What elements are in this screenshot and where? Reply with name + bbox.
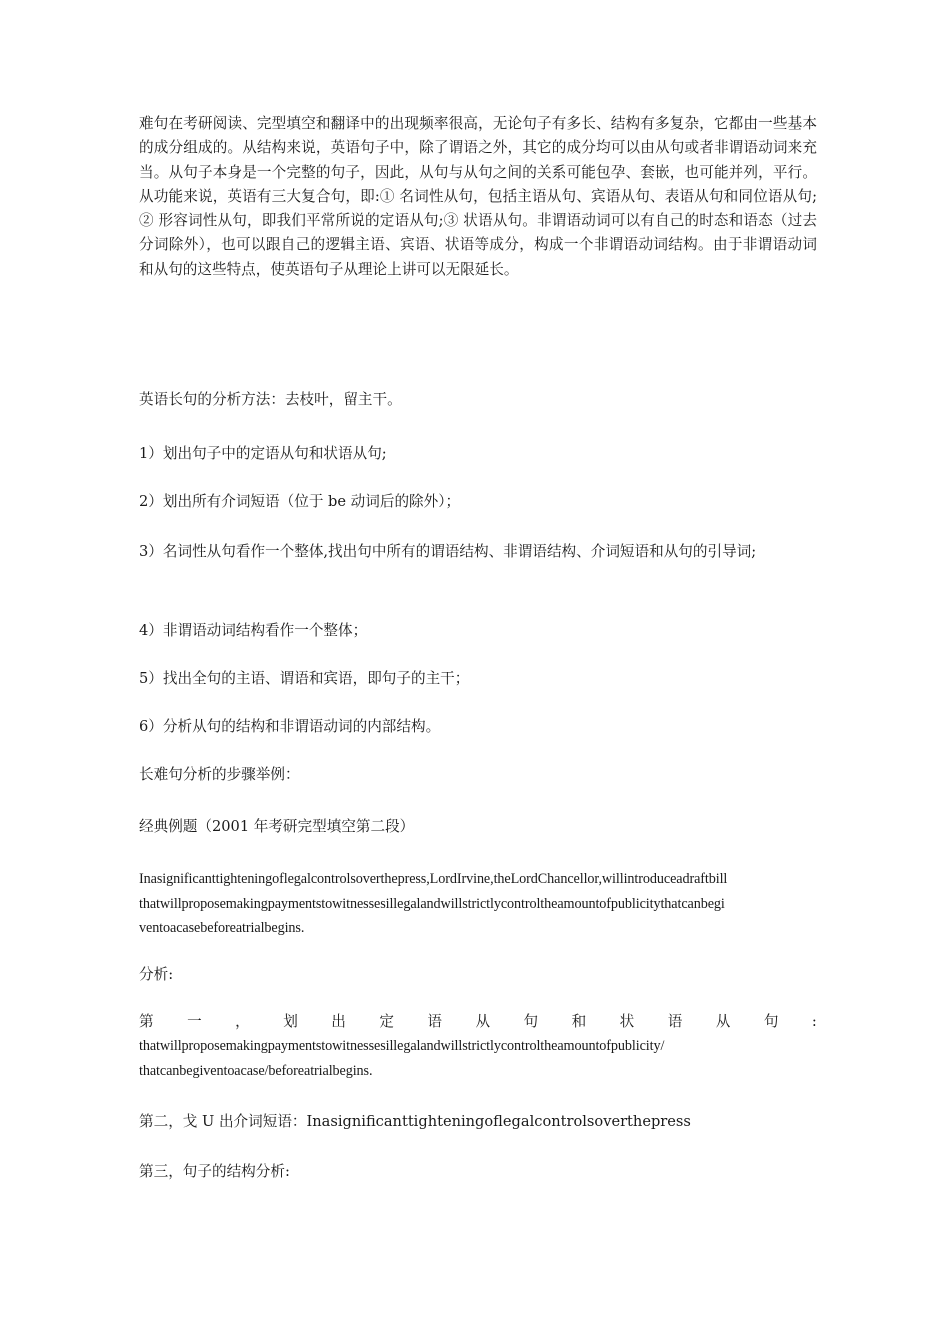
first-step-char: 从	[715, 1013, 731, 1030]
example-heading: 长难句分析的步骤举例：	[139, 766, 300, 783]
second-step: 第二，戈 U 出介词短语：Inasignificanttighteningoflegalcontrolsoverthepress	[139, 1113, 691, 1130]
first-step	[139, 1010, 817, 1083]
first-step-char: 句	[523, 1013, 539, 1030]
step-5: 5）找出全句的主语、谓语和宾语，即句子的主干；	[139, 670, 470, 687]
first-step-char: 定	[379, 1013, 394, 1030]
first-step-char: ，	[235, 1013, 250, 1030]
step-1: 1）划出句子中的定语从句和状语从句;	[139, 445, 387, 462]
first-step-char: 从	[475, 1013, 491, 1030]
step-6: 6）分析从句的结构和非谓语动词的内部结构。	[139, 718, 441, 735]
example-sentence	[139, 867, 817, 941]
first-step-line-2: thatwillproposemakingpaymentstowitnessesillegalandwillstrictlycontroltheamountofpublicity/	[139, 1038, 665, 1054]
example-sentence-line-1: Inasignificanttighteningoflegalcontrolsoverthepress,LordIrvine,theLordChancellor,willintroduceadraftbill	[139, 871, 728, 887]
step-2: 2）划出所有介词短语（位于 be 动词后的除外）；	[139, 493, 461, 510]
example-sentence-line-3: ventoacasebeforeatrialbegins.	[139, 920, 305, 936]
first-step-char: 第	[139, 1013, 154, 1030]
first-step-char: 句	[763, 1013, 779, 1030]
first-step-char: 和	[571, 1013, 587, 1030]
example-sentence-line-2: thatwillproposemakingpaymentstowitnessesillegalandwillstrictlycontroltheamountofpublicitythatcanbegi	[139, 895, 725, 912]
intro-paragraph: 难句在考研阅读、完型填空和翻译中的出现频率很高，无论句子有多长、结构有多复杂，它都由一些基本的成分组成的。从结构来说，英语句子中，除了谓语之外，其它的成分均可以由从句或者非谓语动词来充当。从句子本身是一个完整的句子，因此，从句与从句之间的关系可能包孕、套嵌，也可能并列，平行。从功能来说，英语有三大复合句，即:① 名词性从句，包括主语从句、宾语从句、表语从句和同位语从句;② 形容词性从句，即我们平常所说的定语从句;③ 状语从句。非谓语动词可以有自己的时态和语态（过去分词除外），也可以跟自己的逻辑主语、宾语、状语等成分，构成一个非谓语动词结构。由于非谓语动词和从句的这些特点，使英语句子从理论上讲可以无限延长。	[139, 115, 817, 278]
method-heading: 英语长句的分析方法：去枝叶，留主干。	[139, 391, 402, 408]
first-step-heading	[139, 1010, 817, 1034]
first-step-char: 状	[619, 1013, 635, 1030]
first-step-char: 出	[331, 1013, 346, 1030]
step-4: 4）非谓语动词结构看作一个整体；	[139, 622, 368, 639]
first-step-char: 语	[427, 1013, 442, 1030]
step-3: 3）名词性从句看作一个整体,找出句中所有的谓语结构、非谓语结构、介词短语和从句的引导词;	[139, 543, 757, 560]
first-step-char: 一	[187, 1013, 202, 1030]
first-step-line-3: thatcanbegiventoacase/beforeatrialbegins.	[139, 1062, 373, 1079]
third-step: 第三，句子的结构分析:	[139, 1163, 290, 1180]
analysis-label: 分析:	[139, 966, 174, 983]
first-step-char: 语	[667, 1013, 683, 1030]
classic-example-label: 经典例题（2001 年考研完型填空第二段）	[139, 818, 415, 835]
document-page	[139, 112, 817, 1180]
first-step-char: :	[811, 1013, 817, 1030]
first-step-char: 划	[283, 1013, 298, 1030]
